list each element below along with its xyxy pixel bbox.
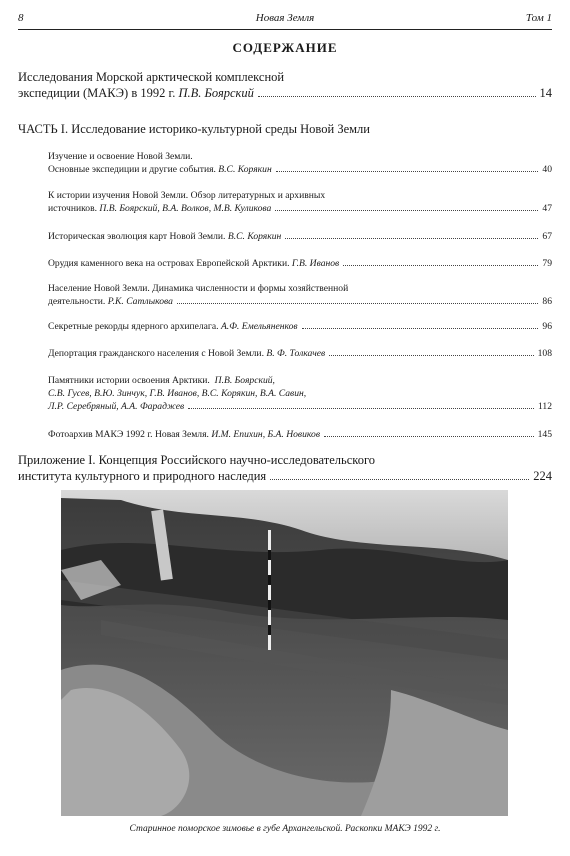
entry-author: П.В. Боярский, xyxy=(214,375,275,386)
entry-page: 145 xyxy=(537,429,552,440)
toc-entry-intro[interactable] xyxy=(18,69,552,101)
entry-line: Депортация гражданского населения с Новой Земли. xyxy=(48,348,264,359)
dot-leader xyxy=(324,436,534,437)
dot-leader xyxy=(302,328,539,329)
dot-leader xyxy=(285,238,538,239)
entry-page: 108 xyxy=(537,348,552,359)
entry-line: экспедиции (МАКЭ) в 1992 г. xyxy=(18,86,176,100)
entry-author: Л.Р. Серебряный, А.А. Фараджев xyxy=(48,401,185,412)
entry-line: Население Новой Земли. Динамика численности и формы хозяйственной xyxy=(48,283,349,294)
entry-line: Фотоархив МАКЭ 1992 г. Новая Земля. xyxy=(48,429,209,440)
dot-leader xyxy=(276,171,539,172)
toc-entry[interactable] xyxy=(48,428,552,441)
entry-page: 40 xyxy=(542,164,552,175)
entry-page: 79 xyxy=(542,258,552,269)
running-header xyxy=(18,12,552,28)
entry-author: А.Ф. Емельяненков xyxy=(220,321,298,332)
photo-caption: Старинное поморское зимовье в губе Архангельской. Раскопки МАКЭ 1992 г. xyxy=(129,824,441,834)
entry-author: В.С. Корякин xyxy=(218,164,272,175)
dot-leader xyxy=(275,210,538,211)
toc-entry[interactable] xyxy=(48,230,552,243)
entry-line: Исследования Морской арктической комплексной xyxy=(18,70,285,84)
toc-entry[interactable] xyxy=(48,150,552,176)
entry-author: П.В. Боярский, В.А. Волков, М.В. Куликова xyxy=(99,203,272,214)
entry-page: 47 xyxy=(542,203,552,214)
dot-leader xyxy=(177,303,539,304)
entry-page: 67 xyxy=(542,231,552,242)
toc-title: СОДЕРЖАНИЕ xyxy=(232,40,338,55)
book-title: Новая Земля xyxy=(255,12,315,24)
toc-entry[interactable] xyxy=(48,257,552,270)
entry-line: Изучение и освоение Новой Земли. xyxy=(48,151,193,162)
entry-author: В.С. Корякин xyxy=(227,231,282,242)
toc-entry[interactable] xyxy=(48,189,552,215)
dot-leader xyxy=(258,96,536,97)
part-heading: ЧАСТЬ I. Исследование историко-культурной среды Новой Земли xyxy=(18,122,370,136)
entry-author: В. Ф. Толкачев xyxy=(266,348,326,359)
entry-line: деятельности. xyxy=(48,296,106,307)
entry-line: источников. xyxy=(48,203,97,214)
entry-author: П.В. Боярский xyxy=(178,86,254,100)
toc-entry[interactable] xyxy=(48,282,552,308)
toc-entry[interactable] xyxy=(48,347,552,360)
entry-line: Историческая эволюция карт Новой Земли. xyxy=(48,231,226,242)
entry-line: Основные экспедиции и другие события. xyxy=(48,164,216,175)
dot-leader xyxy=(188,408,534,409)
toc-entry[interactable] xyxy=(48,374,552,413)
header-rule xyxy=(18,29,552,30)
entry-page: 14 xyxy=(539,86,552,100)
excavation-photo xyxy=(61,490,508,816)
volume-label: Том 1 xyxy=(525,12,552,24)
entry-line: Секретные рекорды ядерного архипелага. xyxy=(48,321,219,332)
dot-leader xyxy=(329,355,533,356)
page-number: 8 xyxy=(18,12,24,24)
entry-page: 96 xyxy=(542,321,552,332)
entry-page: 112 xyxy=(537,401,552,412)
entry-author: С.В. Гусев, В.Ю. Зинчук, Г.В. Иванов, В.С. Корякин, В.А. Савин, xyxy=(48,388,307,399)
dot-leader xyxy=(270,479,529,480)
entry-page: 224 xyxy=(533,469,552,483)
entry-line: Приложение I. Концепция Российского научно-исследовательского xyxy=(18,453,376,467)
entry-line: Орудия каменного века на островах Европейской Арктики. xyxy=(48,258,290,269)
entry-page: 86 xyxy=(542,296,552,307)
entry-author: Г.В. Иванов xyxy=(291,258,340,269)
dot-leader xyxy=(343,265,538,266)
toc-entry[interactable] xyxy=(48,320,552,333)
entry-line: К истории изучения Новой Земли. Обзор литературных и архивных xyxy=(48,190,326,201)
toc-entry-appendix[interactable] xyxy=(18,452,552,484)
entry-line: Памятники истории освоения Арктики. xyxy=(48,375,210,386)
entry-author: Р.К. Сатлыкова xyxy=(107,296,173,307)
entry-author: И.М. Епихин, Б.А. Новиков xyxy=(211,429,320,440)
entry-line: института культурного и природного наследия xyxy=(18,469,267,483)
